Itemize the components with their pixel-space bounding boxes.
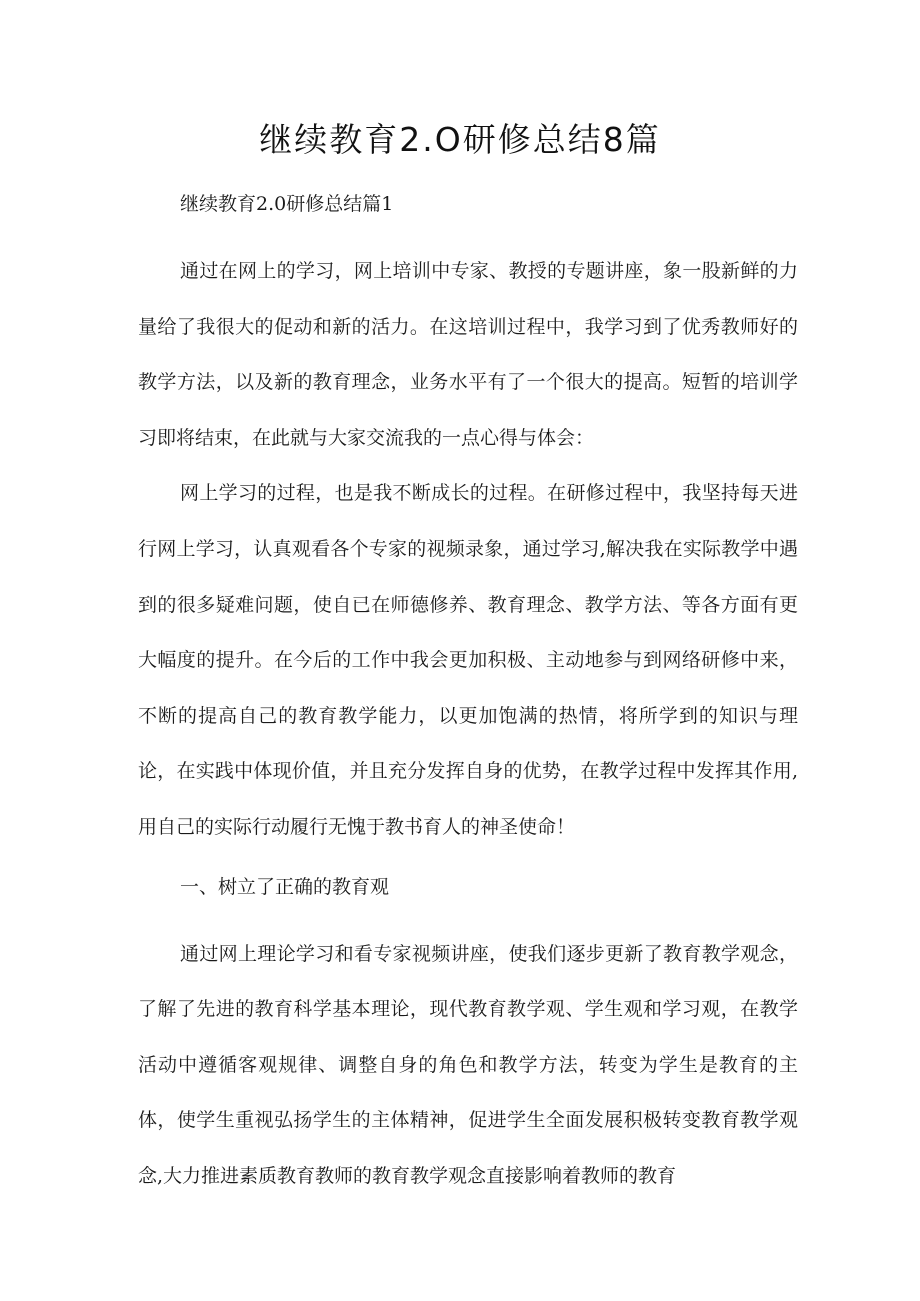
document-body (138, 182, 798, 1205)
section-heading: 继续教育2.0研修总结篇1 (180, 193, 394, 215)
document-title: 继续教育2.O研修总结8篇 (259, 120, 661, 159)
body-paragraph: 通过网上理论学习和看专家视频讲座，使我们逐步更新了教育教学观念，了解了先进的教育科学基本理论，现代教育教学观、学生观和学习观，在教学活动中遵循客观规律、调整自身的角色和教学方法，转变为学生是教育的主体，使学生重视弘扬学生的主体精神，促进学生全面发展积极转变教育教学观念,大力推进素质教育教师的教育教学观念直接影响着教师的教育 (138, 942, 798, 1187)
body-paragraph: 网上学习的过程，也是我不断成长的过程。在研修过程中，我坚持每天进行网上学习，认真观看各个专家的视频录象，通过学习,解决我在实际教学中遇到的很多疑难问题，使自已在师德修养、教育理念、教学方法、等各方面有更大幅度的提升。在今后的工作中我会更加积极、主动地参与到网络研修中来，不断的提高自己的教育教学能力，以更加饱满的热情，将所学到的知识与理论，在实践中体现价值，并且充分发挥自身的优势，在教学过程中发挥其作用,用自己的实际行动履行无愧于教书育人的神圣使命！ (138, 482, 798, 838)
body-paragraph: 通过在网上的学习，网上培训中专家、教授的专题讲座，象一股新鲜的力量给了我很大的促动和新的活力。在这培训过程中，我学习到了优秀教师好的教学方法，以及新的教育理念，业务水平有了一个很大的提高。短暂的培训学习即将结束，在此就与大家交流我的一点心得与体会： (138, 260, 798, 449)
subsection-heading: 一、树立了正确的教育观 (180, 875, 390, 898)
